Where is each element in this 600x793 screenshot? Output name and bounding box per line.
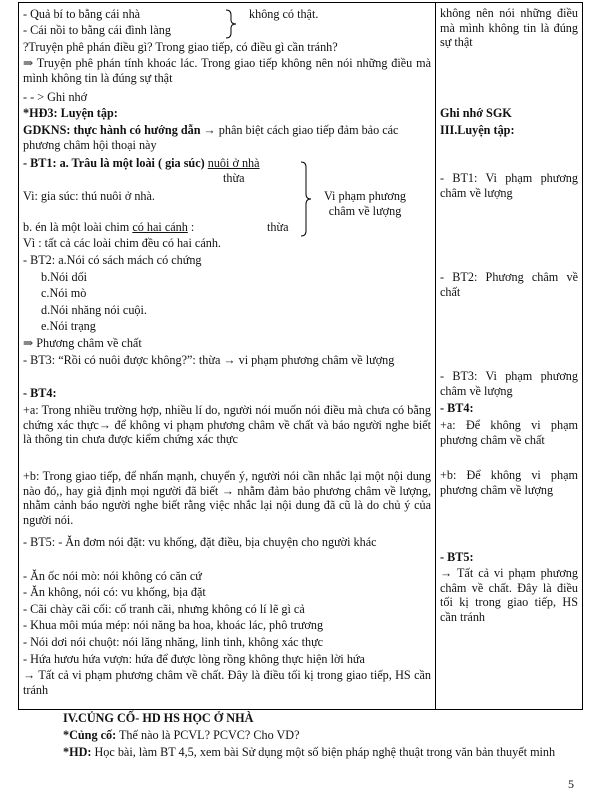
line-cai-noi: - Cái nồi to bằng cái đình làng <box>23 23 171 37</box>
right-bt5-text: → Tất cả vi phạm phương châm về chất. Đây là điều tối kị trong giao tiếp, HS cần tránh <box>440 566 578 624</box>
right-bt4-a: +a: Để không vi phạm phương châm về chất <box>440 418 578 447</box>
answer-line: ⇒ Truyện phê phán tính khoác lác. Trong giao tiếp không nên nói những điều mà mình không tin là đúng sự thật <box>23 56 431 85</box>
page-number: 5 <box>568 777 574 791</box>
bt5-item: - Hứa hươu hứa vượn: hứa để được lòng rồng không thực hiện lời hứa <box>23 652 365 666</box>
section-heading: IV.CỦNG CỐ- HD HS HỌC Ở NHÀ <box>63 711 254 725</box>
bt1-vi-1: Vi: gia súc: thú nuôi ở nhà. <box>23 189 155 203</box>
gdkns-line <box>23 123 431 152</box>
bt5-item: - Ăn không, nói có: vu khống, bịa đặt <box>23 585 206 599</box>
right-ghi-nho: Ghi nhớ SGK <box>440 106 512 120</box>
bt3-line: - BT3: “Rồi có nuôi được không?”: thừa → vi phạm phương châm về lượng <box>23 353 395 367</box>
bt5-item: - Khua môi múa mép: nói năng ba hoa, khoác lác, phô trương <box>23 618 324 632</box>
hd3-heading: *HĐ3: Luyện tập: <box>23 106 118 120</box>
right-bt4: - BT4: <box>440 401 474 415</box>
right-bt3: - BT3: Vi phạm phương châm về lượng <box>440 369 578 398</box>
gdkns-text: → phân biệt cách giao tiếp đảm bảo các phương châm hội thoại này <box>23 123 399 152</box>
bt5-line: - BT5: - Ăn đơm nói đặt: vu khống, đặt điều, bịa chuyện cho người khác <box>23 535 377 549</box>
question-line: ?Truyện phê phán điều gì? Trong giao tiếp, có điều gì cần tránh? <box>23 40 338 54</box>
brace-icon <box>224 9 238 39</box>
bt2-item: b.Nói dối <box>41 270 88 284</box>
hd-text: Học bài, làm BT 4,5, xem bài Sử dụng một số biện pháp nghệ thuật trong văn bản thuyết minh <box>91 745 556 759</box>
bt2-item: c.Nói mò <box>41 286 87 300</box>
bt5-conclusion: → Tất cả vi phạm phương châm về chất. Đây là điều tối kị trong giao tiếp, HS cần tránh <box>23 668 431 697</box>
right-bt4-b: +b: Để không vi phạm phương châm về lượng <box>440 468 578 497</box>
line-khong-co-that: không có thật. <box>249 7 319 21</box>
bt2-head <box>23 253 202 268</box>
gdkns-label: GDKNS: thực hành có hướng dẫn <box>23 123 201 137</box>
bt1-a-underlined: nuôi ở nhà <box>207 156 260 170</box>
bt2-head-text: - BT2: a.Nói có sách mách có chứng <box>23 253 202 267</box>
bt1-thua-1: thừa <box>223 171 245 185</box>
bt4-b-paragraph: +b: Trong giao tiếp, để nhấn mạnh, chuyển ý, người nói cần nhắc lại một nội dung nào đó,, hay giả định mọi người đã biết → nhằm đảm bảo phương châm về lượng, nhằm cảnh báo người nghe biết rằng việc nhắc lại nội dung đã cũ là do chủ ý của người nói. <box>23 469 431 527</box>
bt5-item: - Cãi chày cãi cối: cố tranh cãi, nhưng không có lí lẽ gì cả <box>23 602 305 616</box>
bt1-b-text: b. én là một loài chim <box>23 220 130 234</box>
bt1-b-line <box>23 220 194 235</box>
hd-line <box>18 745 583 760</box>
bt4-heading: - BT4: <box>23 386 57 400</box>
bt2-conclusion: ⇒ Phương châm về chất <box>23 336 142 350</box>
bt1-b-underlined: có hai cánh <box>132 220 188 234</box>
lesson-table <box>18 2 583 710</box>
brace-icon <box>299 161 313 237</box>
bt5-item: - Nói dơi nói chuột: nói lăng nhăng, linh tinh, không xác thực <box>23 635 324 649</box>
bt1-a-text: - BT1: a. Trâu là một loài ( gia súc) <box>23 156 205 170</box>
cung-co-text: Thế nào là PCVL? PCVC? Cho VD? <box>116 728 300 742</box>
bt2-item: d.Nói nhăng nói cuội. <box>41 303 147 317</box>
right-luyen-tap: III.Luyện tập: <box>440 123 515 137</box>
bt2-item: e.Nói trạng <box>41 319 96 333</box>
bt1-b-colon: : <box>190 220 195 234</box>
cung-co-line <box>63 728 300 743</box>
right-note-1: không nên nói những điều mà mình không tin là đúng sự thật <box>440 6 578 50</box>
right-bt2: - BT2: Phương châm về chất <box>440 270 578 299</box>
column-divider <box>435 3 436 709</box>
line-qua-bi: - Quả bí to bằng cái nhà <box>23 7 141 21</box>
ghi-nho-line: - - > Ghi nhớ <box>23 90 88 104</box>
bt1-vi-2: Vì : tất cả các loài chim đều có hai cánh. <box>23 236 221 250</box>
bt1-brace-label: Vi phạm phương châm về lượng <box>323 189 407 218</box>
bt1-a-line <box>23 156 260 171</box>
bt5-item: - Ăn ốc nói mò: nói không có căn cứ <box>23 569 202 583</box>
hd-label: *HD: <box>63 745 92 759</box>
bt1-thua-2: thừa <box>267 220 289 234</box>
right-bt1: - BT1: Vi phạm phương châm về lượng <box>440 171 578 200</box>
cung-co-label: *Củng cố: <box>63 728 117 742</box>
right-bt5: - BT5: <box>440 550 474 564</box>
bt4-a-paragraph: +a: Trong nhiều trường hợp, nhiều lí do, người nói muốn nói điều mà chưa có bằng chứng xác thực→ để không vi phạm phương châm về chất và báo người nghe biết là thông tin chưa được kiểm chứng xác thực <box>23 403 431 447</box>
